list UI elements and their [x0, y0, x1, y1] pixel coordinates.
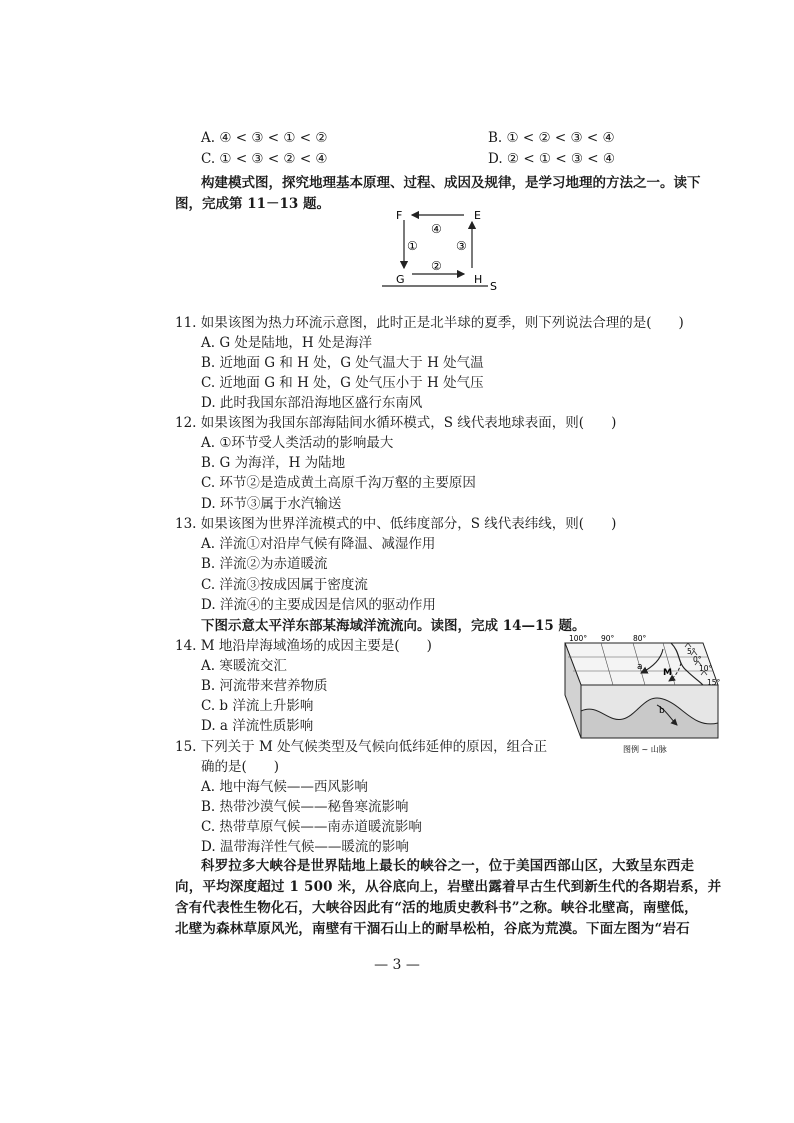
q14-option-a: A. 寒暖流交汇 — [201, 658, 287, 674]
circulation-diagram — [380, 206, 510, 292]
q11-stem: 11. 如果该图为热力环流示意图，此时正是北半球的夏季，则下列说法合理的是( ) — [175, 315, 684, 331]
intro2: 下图示意太平洋东部某海域洋流流向。读图，完成 14—15 题。 — [201, 618, 586, 634]
q11-option-c: C. 近地面 G 和 H 处，G 处气压小于 H 处气压 — [201, 375, 484, 391]
passage-line1: 科罗拉多大峡谷是世界陆地上最长的峡谷之一，位于美国西部山区，大致呈东西走 — [201, 858, 695, 874]
q14-option-b: B. 河流带来营养物质 — [201, 678, 328, 694]
map-legend: 图例 ~ 山脉 — [623, 745, 667, 754]
q13-option-c: C. 洋流③按成因属于密度流 — [201, 577, 368, 593]
prev-option-b: B. ① < ② < ③ < ④ — [488, 130, 615, 146]
map-lat-10: 10° — [699, 664, 713, 673]
intro1-line1: 构建模式图，探究地理基本原理、过程、成因及规律，是学习地理的方法之一。读下 — [201, 175, 701, 191]
passage — [175, 856, 721, 940]
q15-stem-line1: 15. 下列关于 M 处气候类型及气候向低纬延伸的原因，组合正 — [175, 739, 548, 755]
label-s: S — [490, 280, 497, 292]
label-f: F — [396, 209, 403, 222]
q13-stem: 13. 如果该图为世界洋流模式的中、低纬度部分，S 线代表纬线，则( ) — [175, 516, 617, 532]
q11-option-a: A. G 处是陆地，H 处是海洋 — [201, 335, 372, 351]
map-lon-100: 100° — [569, 634, 588, 643]
q12-option-a: A. ①环节受人类活动的影响最大 — [201, 435, 394, 451]
q13-option-a: A. 洋流①对沿岸气候有降温、减湿作用 — [201, 536, 436, 552]
q13-option-d: D. 洋流④的主要成因是信风的驱动作用 — [201, 597, 436, 613]
label-2: ② — [431, 259, 442, 273]
q15-option-d: D. 温带海洋性气候——暖流的影响 — [201, 839, 409, 855]
label-e: E — [474, 209, 481, 222]
map-label-a: a — [637, 662, 643, 672]
page-number: — 3 — — [374, 957, 420, 973]
label-h: H — [474, 273, 483, 286]
q13-option-b: B. 洋流②为赤道暖流 — [201, 556, 328, 572]
map-lat-5: 5° — [687, 647, 696, 656]
q12-option-c: C. 环节②是造成黄土高原千沟万壑的主要原因 — [201, 475, 476, 491]
map-lat-15: 15° — [707, 678, 721, 687]
q11-option-d: D. 此时我国东部沿海地区盛行东南风 — [201, 395, 423, 411]
q15-option-b: B. 热带沙漠气候——秘鲁寒流影响 — [201, 799, 409, 815]
passage-line2: 向，平均深度超过 1 500 米，从谷底向上，岩壁出露着早古生代到新生代的各期岩系，并 — [175, 879, 722, 895]
passage-line3: 含有代表性生物化石，大峡谷因此有“活的地质史教科书”之称。峡谷北壁高，南壁低， — [175, 900, 698, 916]
ocean-current-map — [553, 633, 723, 755]
passage-line4: 北壁为森林草原风光，南壁有干涸石山上的耐旱松柏，谷底为荒漠。下面左图为“岩石 — [175, 921, 690, 937]
intro1-line2: 图，完成第 11－13 题。 — [175, 196, 330, 212]
map-label-m: M — [663, 668, 672, 678]
q14-option-d: D. a 洋流性质影响 — [201, 718, 314, 734]
q12-option-b: B. G 为海洋，H 为陆地 — [201, 455, 346, 471]
q14-stem: 14. M 地沿岸海域渔场的成因主要是( ) — [175, 638, 432, 654]
prev-option-a: A. ④ < ③ < ① < ② — [201, 130, 328, 146]
q15-stem-line2: 确的是( ) — [201, 759, 280, 775]
label-4: ④ — [431, 222, 442, 236]
prev-option-d: D. ② < ① < ③ < ④ — [488, 151, 616, 167]
map-lat-0: 0° — [693, 655, 702, 664]
label-1: ① — [407, 239, 418, 253]
q12-option-d: D. 环节③属于水汽输送 — [201, 496, 342, 512]
q14-option-c: C. b 洋流上升影响 — [201, 698, 314, 714]
map-lon-80: 80° — [633, 634, 647, 643]
q15-option-a: A. 地中海气候——西风影响 — [201, 779, 368, 795]
label-g: G — [396, 273, 405, 286]
prev-option-c: C. ① < ③ < ② < ④ — [201, 151, 328, 167]
q15-option-c: C. 热带草原气候——南赤道暖流影响 — [201, 819, 422, 835]
q12-stem: 12. 如果该图为我国东部海陆间水循环模式，S 线代表地球表面，则( ) — [175, 415, 617, 431]
label-3: ③ — [456, 239, 467, 253]
map-lon-90: 90° — [601, 634, 615, 643]
map-label-b: b — [659, 706, 665, 716]
q11-option-b: B. 近地面 G 和 H 处，G 处气温大于 H 处气温 — [201, 355, 484, 371]
